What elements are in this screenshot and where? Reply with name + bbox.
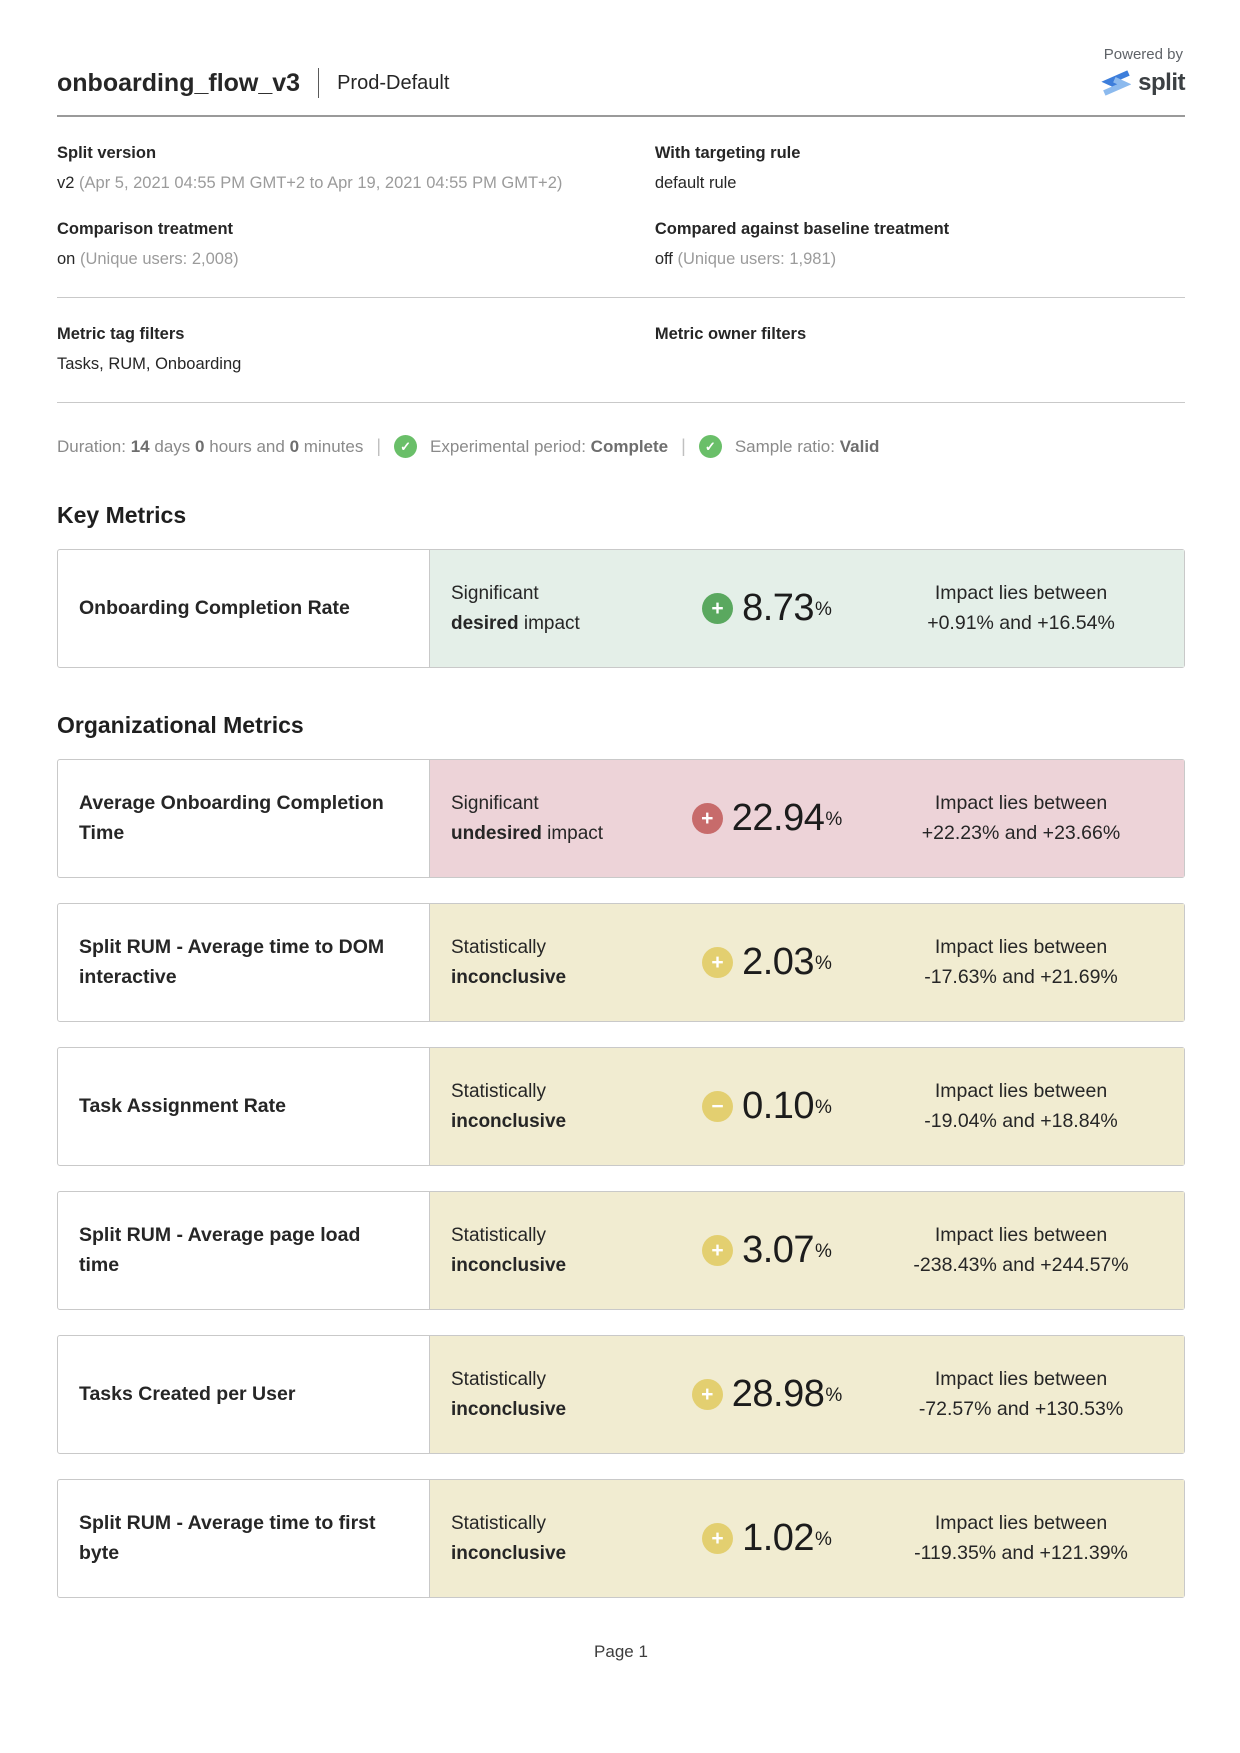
metric-tag-filters-label: Metric tag filters [57,325,185,343]
metric-impact [652,797,882,840]
targeting-rule-block [655,144,1185,193]
metric-card [57,1479,1185,1598]
metric-owner-filters-label: Metric owner filters [654,325,807,343]
metric-name: Average Onboarding Completion Time [79,792,384,844]
filters-info [57,298,1185,374]
metric-status: Significant undesired impact [451,793,604,844]
comparison-treatment-block [57,220,655,269]
metric-name-cell [58,760,430,877]
metric-card [57,1335,1185,1454]
impact-percent-sign: % [815,1529,832,1550]
metric-result [430,1480,1184,1597]
metric-result [430,1336,1184,1453]
filters-divider [57,402,1185,403]
impact-percent-sign: % [815,1097,832,1118]
minus-circle-icon: − [702,1091,733,1122]
organizational-metrics-heading: Organizational Metrics [57,712,304,738]
impact-percent-sign: % [815,1241,832,1262]
metric-name: Task Assignment Rate [79,1094,286,1117]
status-separator: | [376,436,382,456]
impact-percent-sign: % [815,599,832,620]
metric-card [57,1047,1185,1166]
metric-impact-range: Impact lies between -17.63% and +21.69% [924,936,1118,988]
metric-card [57,1191,1185,1310]
metric-impact [652,587,882,630]
baseline-treatment-value: off [654,250,673,268]
duration-label: Duration: [57,436,126,456]
brand-name: split [1138,69,1185,96]
experiment-status-bar: Duration: 14 days 0 hours and 0 minutes | ✓ Experimental period: Complete | ✓ Sample ratio: Valid [57,436,880,456]
comparison-treatment-value: on [57,250,76,268]
sample-ratio-value: Valid [839,436,880,456]
baseline-treatment-label: Compared against baseline treatment [654,220,950,238]
experimental-period-value: Complete [590,436,669,456]
metric-impact-range: Impact lies between -19.04% and +18.84% [924,1080,1118,1132]
metric-status: Statistically inconclusive [451,1513,567,1564]
environment-name: Prod-Default [337,71,450,94]
impact-value: 28.98 [731,1373,825,1415]
metric-result [430,760,1184,877]
impact-percent-sign: % [825,809,843,830]
split-logo-icon [1101,67,1131,99]
split-version-label: Split version [57,144,157,162]
metric-name: Split RUM - Average page load time [79,1224,361,1276]
impact-value: 2.03 [742,941,815,983]
plus-circle-icon: + [692,1379,723,1410]
metric-tag-filters-value: Tasks, RUM, Onboarding [57,355,242,373]
metric-impact-range: Impact lies between -72.57% and +130.53% [918,1368,1124,1420]
plus-circle-icon: + [702,947,733,978]
metric-status: Statistically inconclusive [451,1225,567,1276]
title-divider [318,68,319,98]
metric-result [430,1192,1184,1309]
impact-value: 3.07 [742,1229,815,1271]
metric-impact [652,1517,882,1560]
experimental-period-label: Experimental period: [430,436,586,456]
metric-name: Tasks Created per User [79,1382,296,1405]
metric-impact-range: Impact lies between -238.43% and +244.57% [913,1224,1129,1276]
impact-value: 1.02 [742,1517,815,1559]
metric-impact [652,1373,882,1416]
impact-value: 22.94 [731,797,825,839]
duration-minutes: 0 [289,436,300,456]
sample-ratio-check-icon: ✓ [699,435,722,458]
split-version-dates: (Apr 5, 2021 04:55 PM GMT+2 to Apr 19, 2021 04:55 PM GMT+2) [79,174,563,192]
metric-impact-range: Impact lies between +0.91% and +16.54% [927,582,1115,634]
impact-value: 8.73 [742,587,815,629]
plus-circle-icon: + [702,593,733,624]
split-brand [1101,67,1185,99]
metric-impact [652,1229,882,1272]
metric-status: Statistically inconclusive [451,1369,567,1420]
page-number: Page 1 [594,1642,648,1661]
status-separator: | [681,436,686,456]
key-metrics-heading: Key Metrics [57,502,187,528]
powered-by-label: Powered by [1103,46,1183,63]
metric-status: Statistically inconclusive [451,1081,567,1132]
metric-impact [652,941,882,984]
experiment-info [57,117,1185,269]
metric-result [430,550,1184,667]
plus-circle-icon: + [702,1523,733,1554]
split-version-block [57,144,655,193]
metric-impact-range: Impact lies between +22.23% and +23.66% [921,792,1121,844]
impact-percent-sign: % [825,1385,843,1406]
metric-name-cell [58,904,430,1021]
metric-result [430,1048,1184,1165]
split-version-value: v2 [57,174,75,192]
metric-name-cell [58,1048,430,1165]
metric-result [430,904,1184,1021]
metric-tag-filters-block [57,325,655,374]
baseline-unique-users: (Unique users: 1,981) [677,250,837,268]
metric-status: Statistically inconclusive [451,937,567,988]
metric-impact [652,1085,882,1128]
duration-days: 14 [130,436,150,456]
metric-name: Onboarding Completion Rate [79,596,350,619]
targeting-rule-label: With targeting rule [654,144,801,162]
metric-name-cell [58,1336,430,1453]
metric-impact-range: Impact lies between -119.35% and +121.39% [914,1512,1128,1564]
metric-name: Split RUM - Average time to DOM interactive [79,936,385,988]
report-header [57,67,1185,99]
duration-hours: 0 [195,436,205,456]
baseline-treatment-block [655,220,1185,269]
metric-status: Significant desired impact [451,583,580,634]
metric-name-cell [58,550,430,667]
sample-ratio-label: Sample ratio: [734,436,835,456]
metric-name-cell [58,1192,430,1309]
experiment-title: onboarding_flow_v3 [57,68,301,97]
targeting-rule-value: default rule [654,174,737,192]
metric-card [57,759,1185,878]
comparison-unique-users: (Unique users: 2,008) [79,250,239,268]
plus-circle-icon: + [692,803,723,834]
metric-name-cell [58,1480,430,1597]
impact-percent-sign: % [815,953,832,974]
metric-owner-filters-block [655,325,1185,374]
metric-card [57,549,1185,668]
metric-name: Split RUM - Average time to first byte [79,1512,376,1564]
plus-circle-icon: + [702,1235,733,1266]
comparison-treatment-label: Comparison treatment [57,220,234,238]
experimental-period-check-icon: ✓ [394,435,417,458]
metric-card [57,903,1185,1022]
impact-value: 0.10 [742,1085,815,1127]
